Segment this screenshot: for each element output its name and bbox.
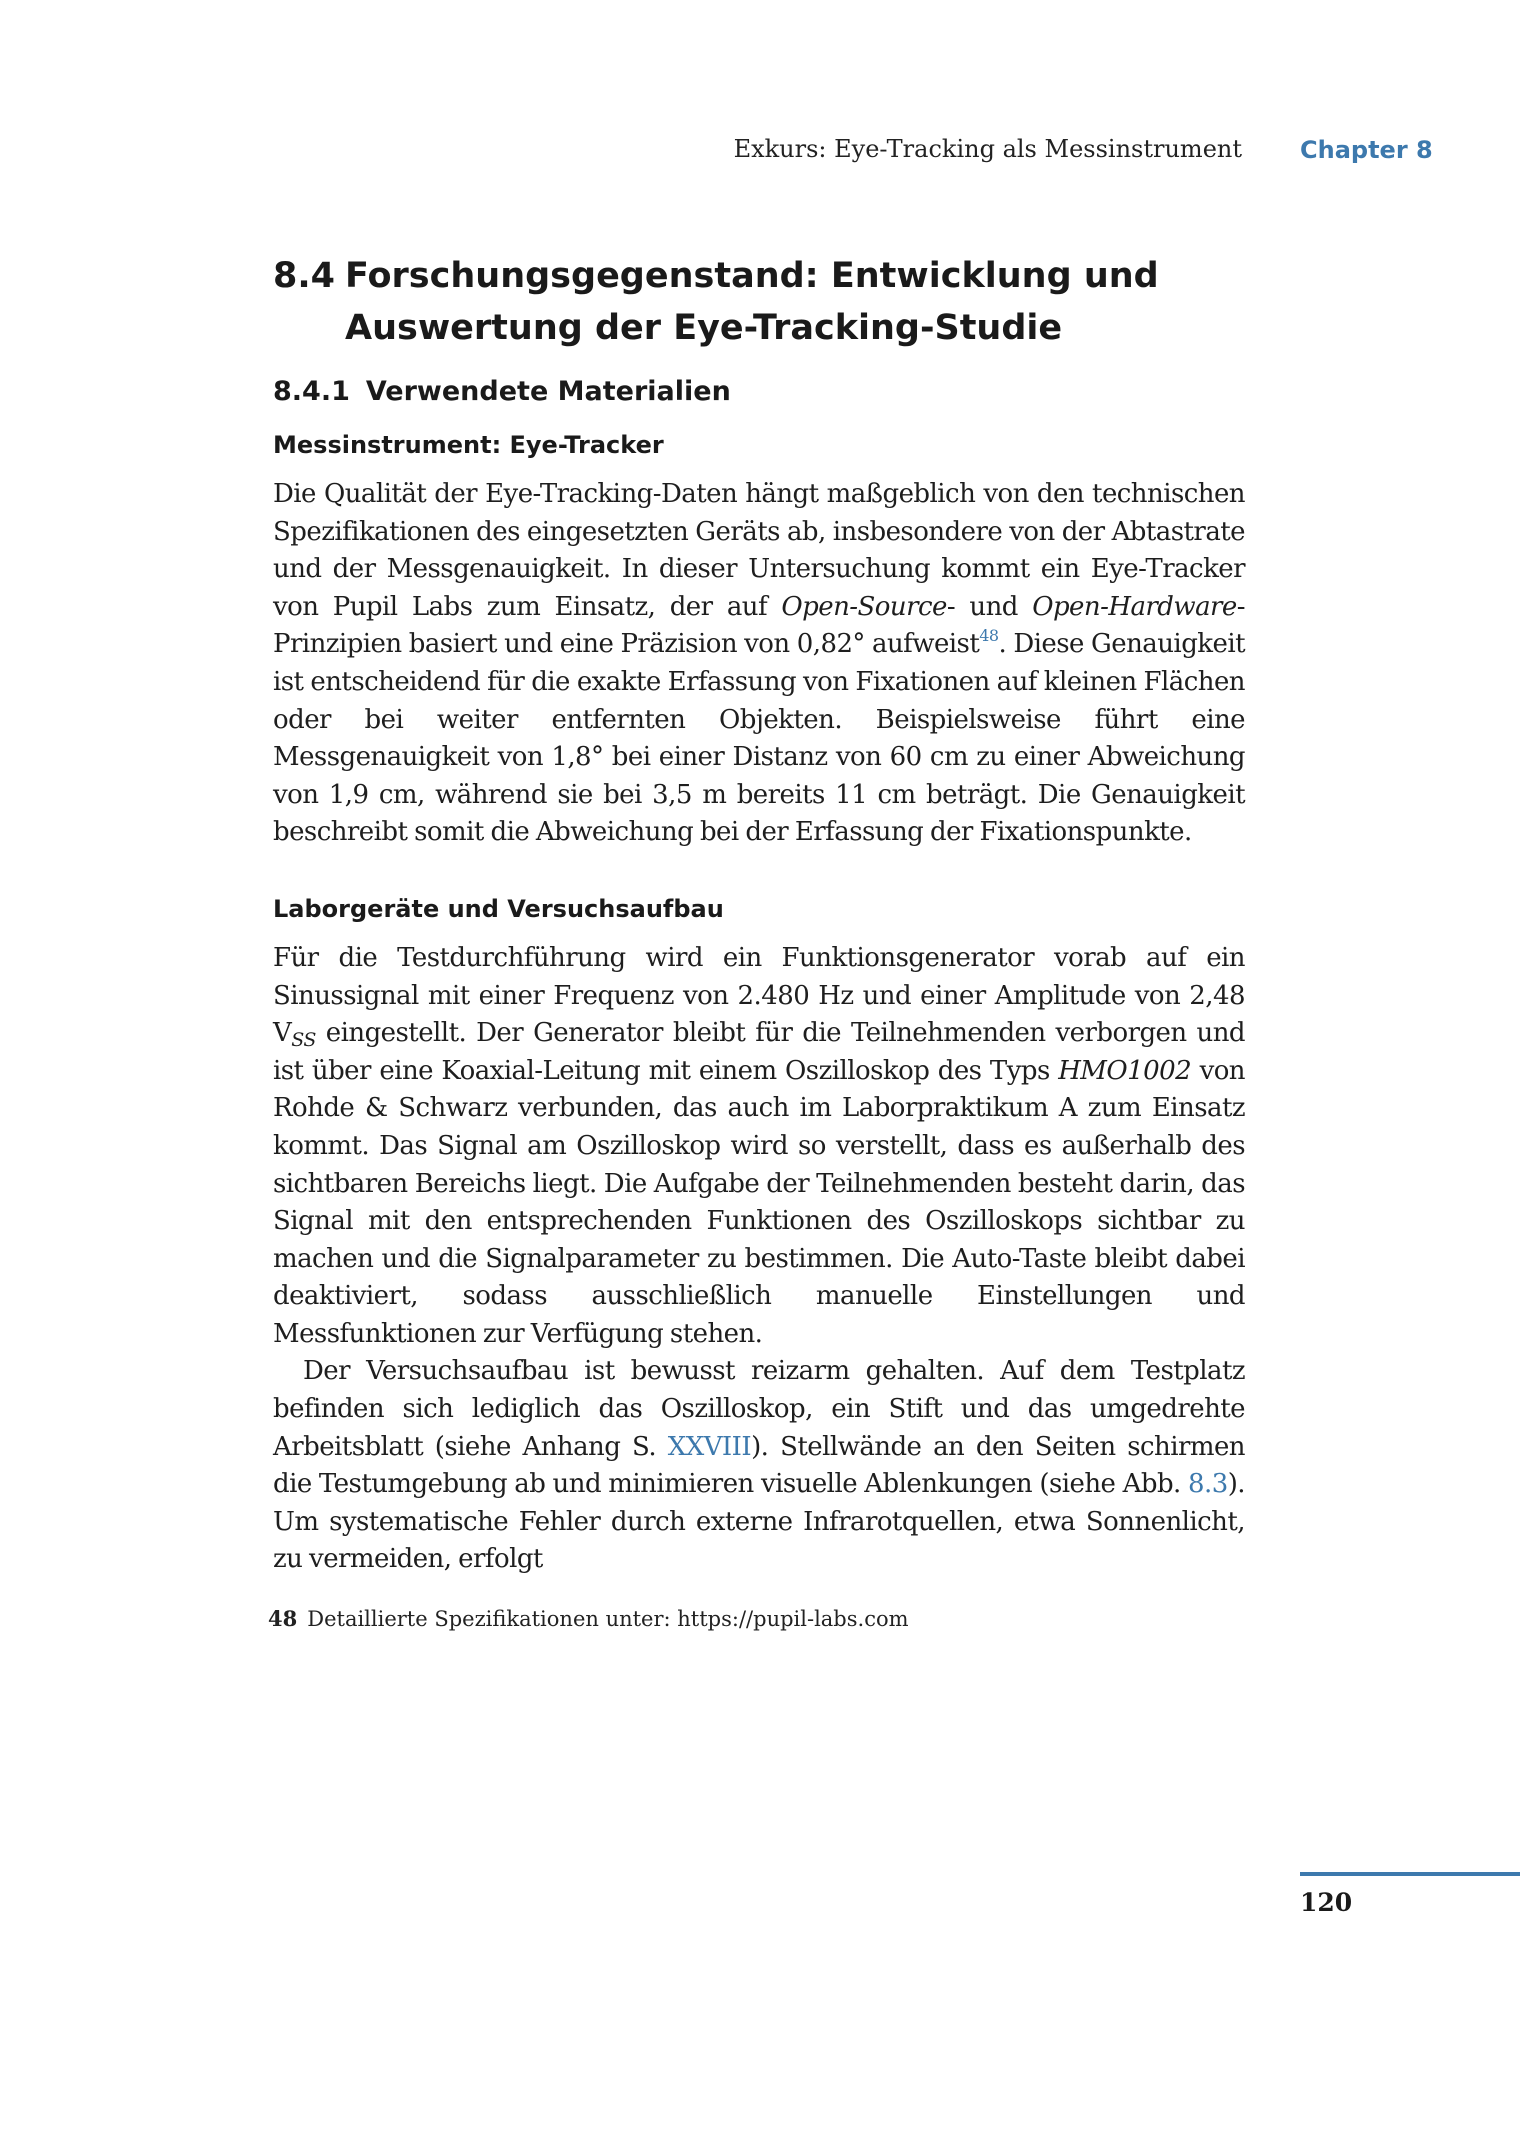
emphasis-open-hardware: Open-Hardware (1032, 591, 1237, 622)
footnote-reference[interactable]: 48 (979, 626, 999, 646)
footnote-text: Detaillierte Spezifikationen unter: https://pupil-labs.com (307, 1607, 909, 1631)
footnote-number: 48 (268, 1606, 298, 1631)
section-title-line-2: Auswertung der Eye-Tracking-Studie (345, 308, 1063, 348)
paragraph-eye-tracker (273, 476, 1245, 852)
section-title-line-1: Forschungsgegenstand: Entwicklung und (345, 256, 1159, 296)
emphasis-open-source: Open-Source (781, 591, 947, 622)
paragraph-heading-eye-tracker: Messinstrument: Eye-Tracker (273, 431, 664, 459)
page-content (273, 250, 1245, 1579)
subscript-ss: SS (291, 1029, 316, 1052)
chapter-label[interactable]: Chapter 8 (1300, 136, 1433, 164)
subsection-heading (273, 372, 1245, 412)
running-title: Exkurs: Eye-Tracking als Messinstrument (733, 135, 1242, 163)
paragraph-versuchsaufbau (273, 1353, 1245, 1579)
section-title (345, 250, 1159, 354)
link-figure-8-3[interactable]: 8.3 (1187, 1469, 1228, 1500)
text-run: ). Um systematische Fehler durch externe Infrarotquellen, etwa Sonnenlicht, zu vermeiden, erfolgt (273, 1469, 1245, 1575)
running-header (0, 133, 1520, 173)
subsection-title: Verwendete Materialien (365, 376, 731, 407)
footnote (268, 1606, 1248, 1631)
section-number: 8.4 (273, 256, 336, 296)
text-run: Der Versuchsaufbau ist bewusst reizarm gehalten. Auf dem Testplatz befinden sich lediglich das Oszilloskop, ein Stift und das umgedrehte Arbeitsblatt (siehe Anhang S. (273, 1356, 1245, 1462)
emphasis-hmo1002: HMO1002 (1058, 1055, 1192, 1086)
subsection-number: 8.4.1 (273, 376, 350, 407)
text-run: ). Stellwände an den Seiten schirmen die Testumgebung ab und minimieren visuelle Ablenkungen (siehe Abb. (273, 1431, 1245, 1500)
text-run: eingestellt. Der Generator bleibt für die Teilnehmenden verborgen und ist über eine Koaxial-Leitung mit einem Oszilloskop des Typs (273, 1018, 1245, 1086)
section-heading (273, 250, 1245, 354)
link-anhang-xxviii[interactable]: XXVIII (667, 1431, 752, 1462)
paragraph-laborgeraete (273, 940, 1245, 1354)
text-run: Die Qualität der Eye-Tracking-Daten hängt maßgeblich von den technischen Spezifikationen des eingesetzten Geräts ab, insbesondere von der Abtastrate und der Messgenauigkeit. In dieser Untersuchung kommt ein Eye-Tracker von Pupil Labs zum Einsatz, der auf (273, 479, 1245, 622)
text-run: von Rohde & Schwarz verbunden, das auch im Laborpraktikum A zum Einsatz kommt. Das Signal am Oszilloskop wird so verstellt, dass es außerhalb des sichtbaren Bereichs liegt. Die Aufgabe der Teilnehmenden besteht darin, das Signal mit den entsprechenden Funktionen des Oszilloskops sichtbar zu machen und die Signalparameter zu bestimmen. Die Auto-Taste bleibt dabei deaktiviert, sodass ausschließlich manuelle Einstellungen und Messfunktionen zur Verfügung stehen. (273, 1055, 1246, 1349)
text-run: . Diese Genauigkeit ist entscheidend für die exakte Erfassung von Fixationen auf kleinen Flächen oder bei weiter entfernten Objekten. Beispielsweise führt eine Messgenauigkeit von 1,8° bei einer Distanz von 60 cm zu einer Abweichung von 1,9 cm, während sie bei 3,5 m bereits 11 cm beträgt. Die Genauigkeit beschreibt somit die Abweichung bei der Erfassung der Fixationspunkte. (273, 629, 1245, 848)
text-run: - und (946, 591, 1033, 622)
text-run: Für die Testdurchführung wird ein Funktionsgenerator vorab auf ein Sinussignal mit einer Frequenz von 2.480 Hz und einer Amplitude von 2,48 V (273, 942, 1245, 1049)
text-run: -Prinzipien basiert und eine Präzision von 0,82° aufweist (273, 591, 1245, 660)
page-number: 120 (1300, 1888, 1353, 1917)
paragraph-heading-versuchsaufbau: Laborgeräte und Versuchsaufbau (273, 894, 724, 923)
footer-rule (1300, 1872, 1520, 1876)
